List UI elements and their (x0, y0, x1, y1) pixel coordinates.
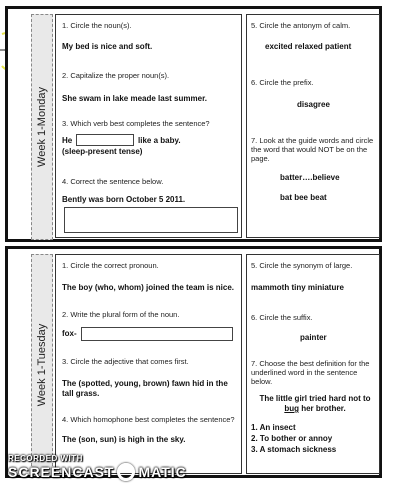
monday-a6: disagree (297, 100, 330, 109)
tuesday-a5: mammoth tiny miniature (251, 283, 344, 292)
monday-a1: My bed is nice and soft. (62, 42, 153, 51)
tuesday-q7: 7. Choose the best definition for the underlined word in the sentence below. (251, 359, 370, 386)
monday-a4: Bently was born October 5 2011. (62, 195, 186, 204)
tuesday-q2: 2. Write the plural form of the noun. (62, 310, 180, 319)
recording-watermark (8, 454, 187, 481)
monday-q6: 6. Circle the prefix. (251, 78, 314, 87)
tuesday-a4: The (son, sun) is high in the sky. (62, 435, 186, 444)
watermark-brand-left: SCREENCAST (8, 464, 115, 480)
monday-a3-after: like a baby. (138, 136, 181, 145)
tuesday-q5: 5. Circle the synonym of large. (251, 261, 353, 270)
monday-card (5, 6, 382, 242)
monday-a5: excited relaxed patient (265, 42, 352, 51)
tuesday-left-panel (55, 254, 242, 474)
tuesday-a2: fox- (62, 329, 77, 338)
monday-q7: 7. Look at the guide words and circle the word that would NOT be on the page. (251, 136, 374, 163)
monday-verb-answer-box[interactable] (76, 134, 134, 146)
monday-left-panel (55, 14, 242, 238)
tuesday-a7-underlined-word: bug (284, 404, 299, 413)
monday-q2: 2. Capitalize the proper noun(s). (62, 71, 170, 80)
tuesday-card (5, 246, 382, 478)
monday-q5: 5. Circle the antonym of calm. (251, 21, 351, 30)
tuesday-plural-answer-box[interactable] (81, 327, 233, 341)
monday-day-bar (31, 14, 53, 240)
tuesday-right-panel (246, 254, 380, 474)
tuesday-q3: 3. Circle the adjective that comes first. (62, 357, 189, 366)
monday-a3-before: He (62, 136, 73, 145)
monday-day-label: Week 1-Monday (36, 87, 48, 167)
tuesday-a6: painter (300, 333, 327, 342)
tuesday-day-label: Week 1-Tuesday (36, 323, 48, 407)
tuesday-a3: The (spotted, young, brown) fawn hid in the tall grass. (62, 379, 228, 398)
watermark-logo-icon (117, 463, 135, 481)
tuesday-q4: 4. Which homophone best completes the sentence? (62, 415, 235, 424)
tuesday-a7-option-1: 1. An insect (251, 423, 296, 432)
watermark-brand-right: MATIC (138, 464, 187, 480)
tuesday-a7-option-3: 3. A stomach sickness (251, 445, 337, 454)
monday-a7-guide: batter….believe (280, 173, 340, 182)
monday-q3: 3. Which verb best completes the sentence? (62, 119, 210, 128)
monday-right-panel (246, 14, 380, 238)
tuesday-a7-option-2: 2. To bother or annoy (251, 434, 333, 443)
watermark-recorded-with: RECORDED WITH (8, 454, 83, 463)
tuesday-a7-sentence (255, 394, 375, 414)
tuesday-a7-sentence-start: The little girl tried hard not to (259, 394, 371, 403)
tuesday-day-bar (31, 254, 53, 476)
monday-q1: 1. Circle the noun(s). (62, 21, 132, 30)
monday-a2: She swam in lake meade last summer. (62, 94, 207, 103)
tuesday-q1: 1. Circle the correct pronoun. (62, 261, 159, 270)
monday-correction-box[interactable] (64, 207, 238, 233)
tuesday-q6: 6. Circle the suffix. (251, 313, 313, 322)
monday-a7-words: bat bee beat (280, 193, 327, 202)
monday-q4: 4. Correct the sentence below. (62, 177, 164, 186)
tuesday-a1: The boy (who, whom) joined the team is nice. (62, 283, 235, 292)
tuesday-a7-sentence-end: her brother. (301, 404, 346, 413)
monday-a3-tense: (sleep-present tense) (62, 147, 143, 156)
watermark-brand (8, 463, 187, 481)
